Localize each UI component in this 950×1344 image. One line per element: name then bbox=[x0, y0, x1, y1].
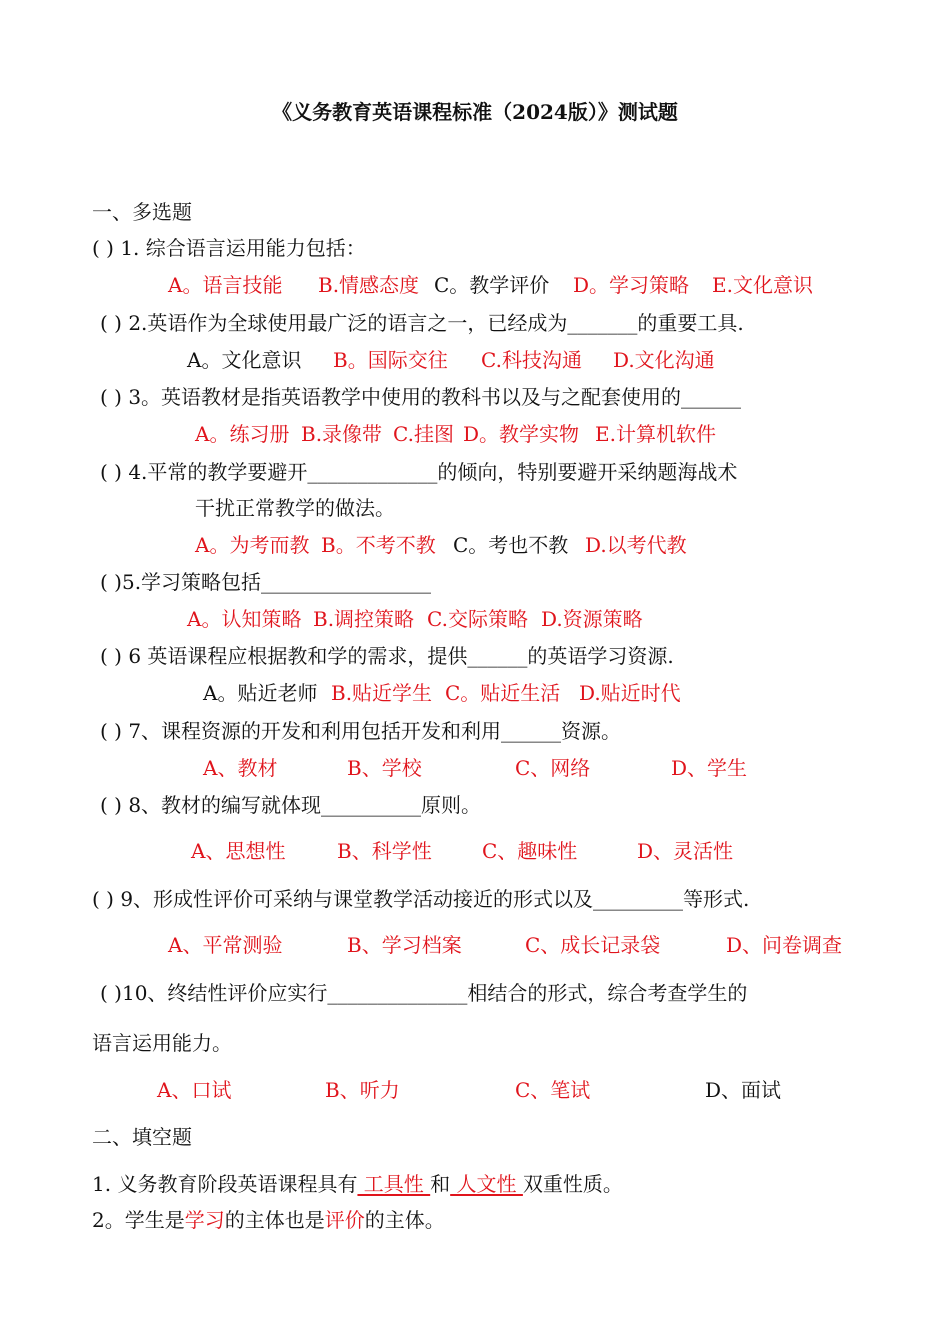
q5-option-d: D.资源策略 bbox=[541, 607, 643, 631]
q5-option-c: C.交际策略 bbox=[427, 607, 528, 631]
q4-option-d: D.以考代教 bbox=[585, 533, 687, 557]
q8-option-b: B、科学性 bbox=[337, 839, 432, 863]
q8-option-c: C、趣味性 bbox=[482, 839, 578, 863]
fill-1-answer-2: 人文性 bbox=[450, 1172, 523, 1196]
q7-option-d: D、学生 bbox=[671, 756, 748, 780]
q4-option-b: B。不考不教 bbox=[321, 533, 436, 557]
q8-option-d: D、灵活性 bbox=[637, 839, 734, 863]
fill-2-answer-2: 评价 bbox=[324, 1208, 365, 1232]
question-8-stem: ( ) 8、教材的编写就体现__________原则。 bbox=[100, 793, 482, 817]
question-4-stem: ( ) 4.平常的教学要避开_____________的倾向，特别要避开采纳题海战术 bbox=[100, 460, 738, 484]
fill-2-text-post: 的主体。 bbox=[364, 1208, 445, 1232]
q1-option-c: C。教学评价 bbox=[434, 273, 550, 297]
section-heading-multiple-choice: 一、多选题 bbox=[92, 200, 192, 224]
q10-option-d: D、面试 bbox=[705, 1078, 782, 1102]
q8-option-a: A、思想性 bbox=[191, 839, 286, 863]
q6-option-b: B.贴近学生 bbox=[331, 681, 433, 705]
q10-option-a: A、口试 bbox=[157, 1078, 232, 1102]
q1-option-e: E.文化意识 bbox=[712, 273, 813, 297]
fill-1-answer-1: 工具性 bbox=[357, 1172, 431, 1196]
q2-option-c: C.科技沟通 bbox=[481, 348, 582, 372]
q7-option-a: A、教材 bbox=[203, 756, 278, 780]
q2-option-b: B。国际交往 bbox=[333, 348, 448, 372]
section-heading-fill-in: 二、填空题 bbox=[92, 1125, 192, 1149]
question-6-stem: ( ) 6 英语课程应根据教和学的需求，提供______的英语学习资源. bbox=[100, 644, 674, 668]
fill-2-text-pre: 2。学生是 bbox=[92, 1208, 185, 1232]
question-7-stem: ( ) 7、课程资源的开发和利用包括开发和利用______资源。 bbox=[100, 719, 622, 743]
fill-1-text-post: 双重性质。 bbox=[522, 1172, 623, 1196]
q6-option-d: D.贴近时代 bbox=[579, 681, 681, 705]
q5-option-b: B.调控策略 bbox=[313, 607, 415, 631]
q5-option-a: A。认知策略 bbox=[187, 607, 302, 631]
question-4-stem-continued: 干扰正常教学的做法。 bbox=[195, 496, 395, 520]
q4-option-a: A。为考而教 bbox=[195, 533, 310, 557]
fill-2-answer-1: 学习 bbox=[184, 1208, 225, 1232]
q9-option-b: B、学习档案 bbox=[347, 933, 462, 957]
question-2-stem: ( ) 2.英语作为全球使用最广泛的语言之一，已经成为_______的重要工具. bbox=[100, 311, 744, 335]
q1-option-b: B.情感态度 bbox=[318, 273, 420, 297]
q7-option-c: C、网络 bbox=[515, 756, 591, 780]
question-9-stem: ( ) 9、形成性评价可采纳与课堂教学活动接近的形式以及_________等形式. bbox=[92, 887, 750, 911]
q9-option-a: A、平常测验 bbox=[168, 933, 283, 957]
question-10-stem-continued: 语言运用能力。 bbox=[92, 1031, 232, 1055]
q3-option-d: D。教学实物 bbox=[463, 422, 580, 446]
q4-option-c: C。考也不教 bbox=[453, 533, 569, 557]
fill-1-text-pre: 1. 义务教育阶段英语课程具有 bbox=[92, 1172, 358, 1196]
q2-option-d: D.文化沟通 bbox=[613, 348, 715, 372]
q3-option-a: A。练习册 bbox=[195, 422, 290, 446]
q10-option-b: B、听力 bbox=[325, 1078, 400, 1102]
question-3-stem: ( ) 3。英语教材是指英语教学中使用的教科书以及与之配套使用的______ bbox=[100, 385, 742, 409]
question-1-stem: ( ) 1. 综合语言运用能力包括： bbox=[92, 236, 366, 260]
fill-1-text-mid: 和 bbox=[430, 1172, 451, 1196]
question-10-stem: ( )10、终结性评价应实行______________相结合的形式，综合考查学生的 bbox=[100, 981, 748, 1005]
q3-option-c: C.挂图 bbox=[393, 422, 454, 446]
q9-option-c: C、成长记录袋 bbox=[525, 933, 661, 957]
q1-option-a: A。语言技能 bbox=[168, 273, 283, 297]
q10-option-c: C、笔试 bbox=[515, 1078, 591, 1102]
q6-option-a: A。贴近老师 bbox=[203, 681, 318, 705]
q1-option-d: D。学习策略 bbox=[573, 273, 690, 297]
q7-option-b: B、学校 bbox=[347, 756, 422, 780]
q6-option-c: C。贴近生活 bbox=[445, 681, 561, 705]
fill-question-2 bbox=[92, 1208, 445, 1232]
q3-option-e: E.计算机软件 bbox=[595, 422, 716, 446]
page-title: 《义务教育英语课程标准（2024版）》测试题 bbox=[272, 100, 678, 124]
fill-question-1 bbox=[92, 1172, 623, 1196]
q9-option-d: D、问卷调查 bbox=[726, 933, 843, 957]
fill-2-text-mid: 的主体也是 bbox=[224, 1208, 325, 1232]
q2-option-a: A。文化意识 bbox=[187, 348, 302, 372]
question-5-stem: ( )5.学习策略包括_________________ bbox=[100, 570, 432, 594]
q3-option-b: B.录像带 bbox=[301, 422, 383, 446]
